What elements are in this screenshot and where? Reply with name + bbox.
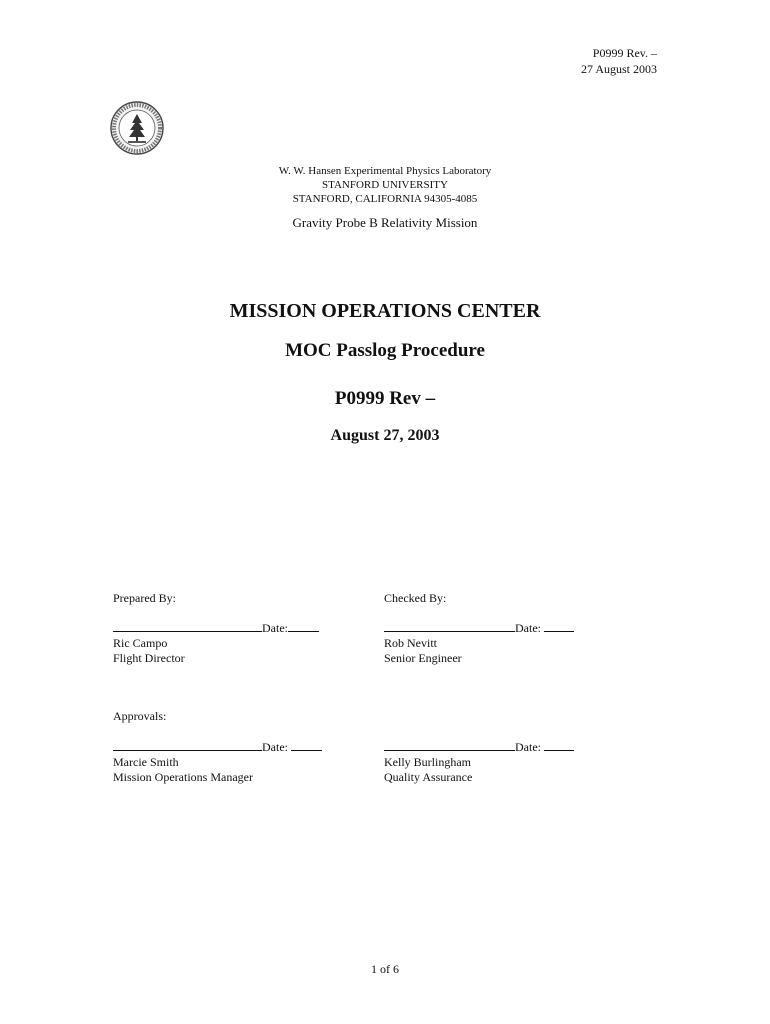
signer-title: Quality Assurance (384, 770, 473, 784)
signer-name: Ric Campo (113, 636, 168, 650)
document-header (581, 45, 657, 77)
signature-line (384, 739, 515, 751)
university-name: STANFORD UNIVERSITY (322, 179, 448, 191)
checked-by-label: Checked By: (384, 591, 447, 605)
date-label: Date: (515, 621, 541, 635)
document-id: P0999 Rev – (334, 388, 436, 409)
procedure-title: MOC Passlog Procedure (285, 340, 485, 361)
prepared-by-label: Prepared By: (113, 591, 176, 605)
doc-revision: P0999 Rev. – (592, 46, 657, 60)
lab-name: W. W. Hansen Experimental Physics Laboratory (278, 165, 492, 177)
approval-left-signature-block (113, 739, 322, 785)
date-label: Date: (262, 621, 288, 635)
signer-name: Rob Nevitt (384, 636, 437, 650)
doc-date: 27 August 2003 (580, 62, 657, 76)
date-label: Date: (515, 740, 541, 754)
checked-signature-block (384, 620, 574, 666)
date-line (544, 620, 574, 632)
signature-line (113, 739, 262, 751)
prepared-signature-block (113, 620, 319, 666)
mission-name: Gravity Probe B Relativity Mission (292, 215, 478, 230)
signer-title: Senior Engineer (384, 651, 462, 665)
date-label: Date: (262, 740, 288, 754)
document-date: August 27, 2003 (330, 427, 440, 444)
signature-line (113, 620, 262, 632)
date-line (544, 739, 574, 751)
approvals-label: Approvals: (113, 709, 167, 723)
date-line (291, 739, 322, 751)
date-line (288, 620, 319, 632)
page-number: 1 of 6 (371, 962, 399, 976)
signer-name: Marcie Smith (113, 755, 179, 769)
university-address: STANFORD, CALIFORNIA 94305-4085 (292, 193, 478, 205)
signer-title: Mission Operations Manager (113, 770, 253, 784)
center-title: MISSION OPERATIONS CENTER (229, 300, 541, 322)
signer-name: Kelly Burlingham (384, 755, 471, 769)
approval-right-signature-block (384, 739, 574, 785)
stanford-seal-icon (110, 101, 164, 155)
signature-line (384, 620, 515, 632)
laboratory-address (0, 164, 770, 206)
signer-title: Flight Director (113, 651, 185, 665)
